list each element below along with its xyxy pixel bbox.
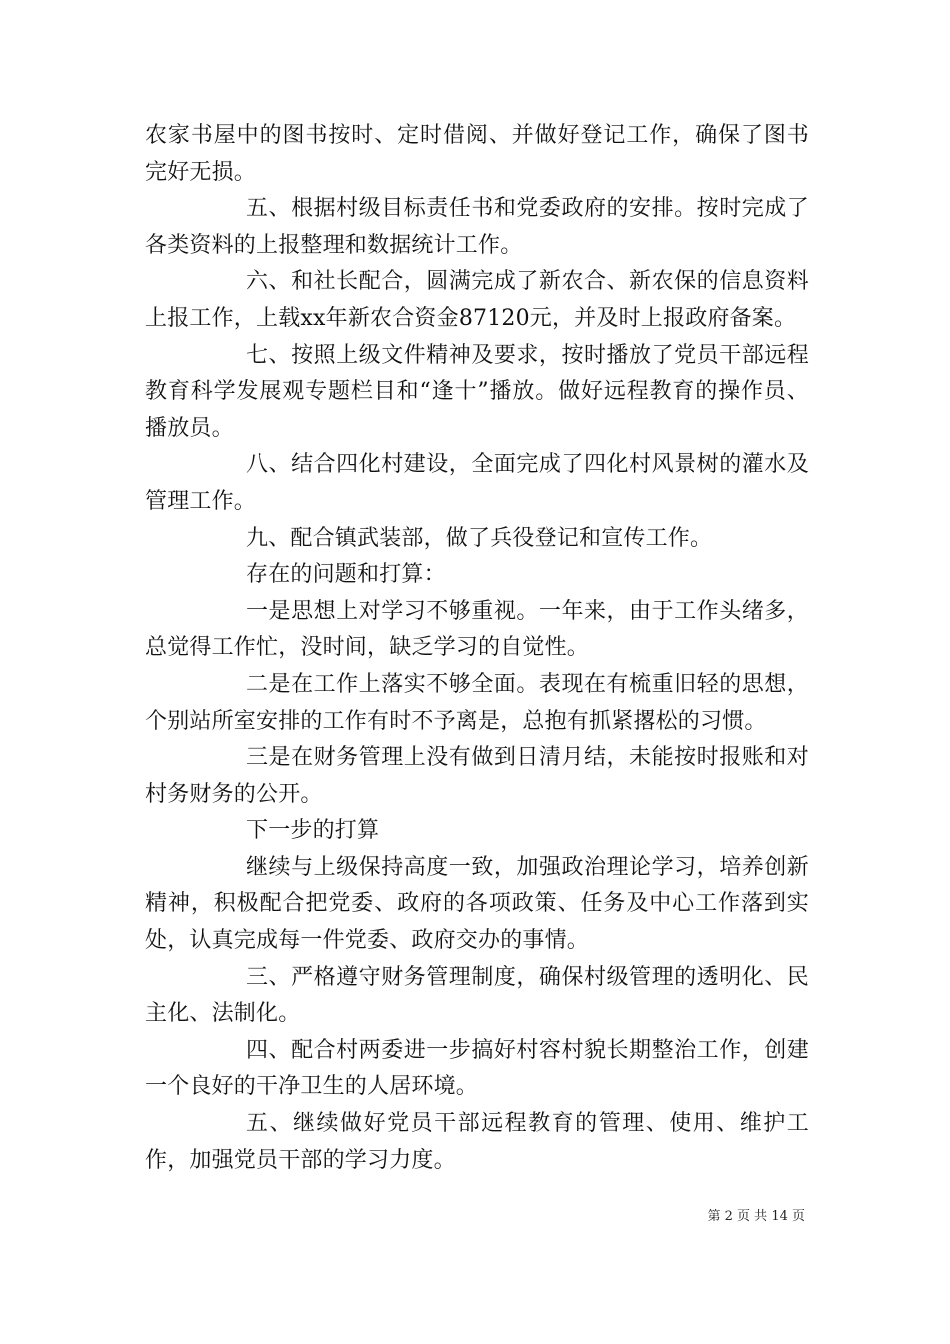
paragraph-8: 一是思想上对学习不够重视。一年来，由于工作头绪多，总觉得工作忙，没时间，缺乏学习的自觉性。 [145,598,809,661]
paragraph-15: 五、继续做好党员干部远程教育的管理、使用、维护工作，加强党员干部的学习力度。 [145,1111,809,1173]
paragraph-1: 农家书屋中的图书按时、定时借阅、并做好登记工作，确保了图书完好无损。 [145,123,809,185]
paragraph-5: 八、结合四化村建设，全面完成了四化村风景树的灌水及管理工作。 [145,452,809,514]
section-heading-next-steps: 下一步的打算 [246,818,380,844]
paragraph-9: 二是在工作上落实不够全面。表现在有梳重旧轻的思想，个别站所室安排的工作有时不予离是，总抱有抓紧撂松的习惯。 [145,671,809,734]
paragraph-10: 三是在财务管理上没有做到日清月结，未能按时报账和对村务财务的公开。 [145,745,809,807]
page-number: 第 2 页 共 14 页 [707,1209,805,1224]
section-heading-problems: 存在的问题和打算： [246,562,446,588]
paragraph-12: 继续与上级保持高度一致，加强政治理论学习，培养创新精神，积极配合把党委、政府的各项政策、任务及中心工作落到实处，认真完成每一件党委、政府交办的事情。 [145,854,809,954]
document-body [145,118,809,1179]
paragraph-3: 六、和社长配合，圆满完成了新农合、新农保的信息资料上报工作，上载xx年新农合资金87120元，并及时上报政府备案。 [145,269,809,331]
paragraph-6: 九、配合镇武装部，做了兵役登记和宣传工作。 [246,525,713,551]
paragraph-4: 七、按照上级文件精神及要求，按时播放了党员干部远程教育科学发展观专题栏目和“逢十”播放。做好远程教育的操作员、播放员。 [145,342,809,441]
paragraph-14: 四、配合村两委进一步搞好村容村貌长期整治工作，创建一个良好的干净卫生的人居环境。 [145,1037,809,1100]
paragraph-2: 五、根据村级目标责任书和党委政府的安排。按时完成了各类资料的上报整理和数据统计工作。 [145,196,809,258]
paragraph-13: 三、严格遵守财务管理制度，确保村级管理的透明化、民主化、法制化。 [145,964,809,1027]
